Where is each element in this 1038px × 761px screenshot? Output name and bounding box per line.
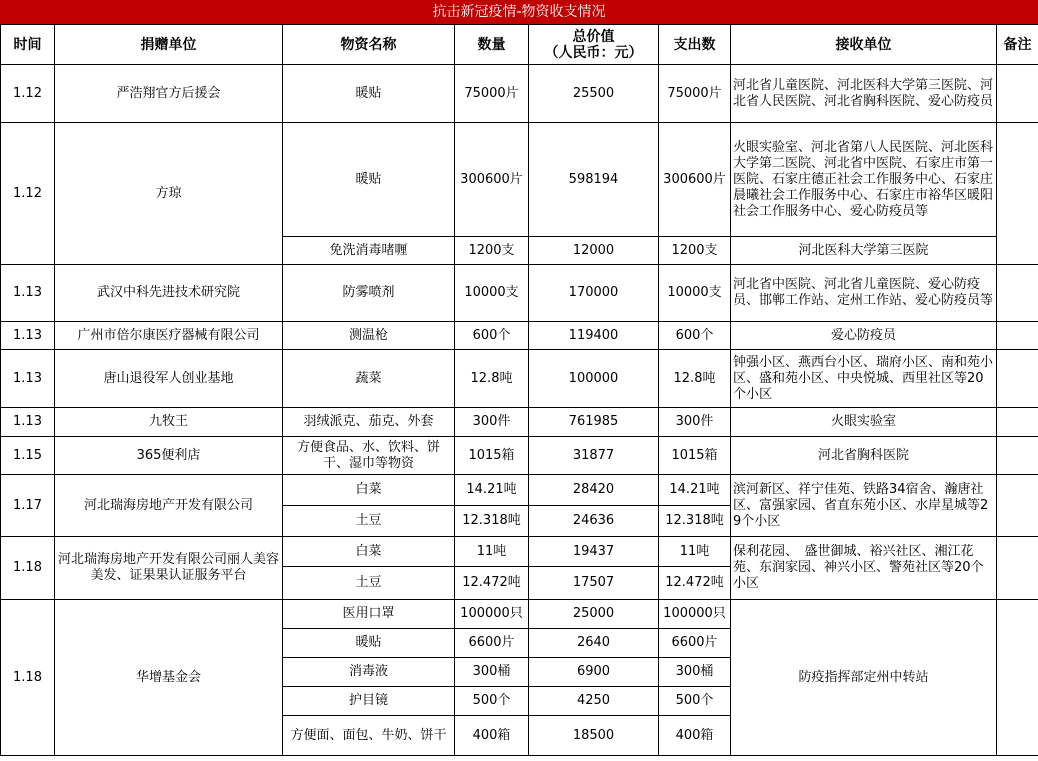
cell-qty: 10000支: [455, 265, 529, 322]
cell-out: 100000只: [659, 600, 731, 629]
cell-item: 医用口罩: [283, 600, 455, 629]
cell-time: 1.17: [1, 475, 55, 537]
cell-item: 羽绒派克、茄克、外套: [283, 408, 455, 437]
cell-out: 300桶: [659, 658, 731, 687]
cell-note: [997, 408, 1038, 437]
cell-value: 25000: [529, 600, 659, 629]
cell-out: 6600片: [659, 629, 731, 658]
cell-donor: 河北瑞海房地产开发有限公司: [55, 475, 283, 537]
cell-recipient: 河北医科大学第三医院: [731, 237, 997, 265]
cell-item: 免洗消毒啫喱: [283, 237, 455, 265]
cell-qty: 12.8吨: [455, 350, 529, 408]
cell-item: 蔬菜: [283, 350, 455, 408]
cell-qty: 300桶: [455, 658, 529, 687]
cell-item: 暖贴: [283, 629, 455, 658]
cell-time: 1.12: [1, 123, 55, 265]
cell-item: 护目镜: [283, 687, 455, 716]
cell-value: 17507: [529, 567, 659, 600]
header-row: [1, 25, 1038, 65]
header-value: [529, 25, 659, 65]
cell-qty: 500个: [455, 687, 529, 716]
cell-value: 28420: [529, 475, 659, 506]
cell-donor: 365便利店: [55, 437, 283, 475]
cell-qty: 12.318吨: [455, 506, 529, 537]
cell-item: 土豆: [283, 506, 455, 537]
cell-note: [997, 350, 1038, 408]
table-row: [1, 600, 1038, 629]
cell-recipient: 钟强小区、燕西台小区、瑞府小区、南和苑小区、盛和苑小区、中央悦城、西里社区等20个小区: [731, 350, 997, 408]
cell-item: 方便面、面包、牛奶、饼干: [283, 716, 455, 756]
cell-item: 消毒液: [283, 658, 455, 687]
cell-out: 300件: [659, 408, 731, 437]
cell-recipient: 火眼实验室、河北省第八人民医院、河北医科大学第二医院、河北省中医院、石家庄市第一医院、石家庄德正社会工作服务中心、石家庄晨曦社会工作服务中心、石家庄市裕华区暖阳社会工作服务中心、爱心防疫员等: [731, 123, 997, 237]
cell-note: [997, 65, 1038, 123]
cell-out: 500个: [659, 687, 731, 716]
cell-value: 598194: [529, 123, 659, 237]
cell-recipient: 保利花园、 盛世御城、裕兴社区、湘江花苑、东润家园、神兴小区、警苑社区等20个小区: [731, 537, 997, 600]
cell-time: 1.13: [1, 350, 55, 408]
cell-donor: 唐山退役军人创业基地: [55, 350, 283, 408]
cell-value: 24636: [529, 506, 659, 537]
cell-out: 12.8吨: [659, 350, 731, 408]
header-item: 物资名称: [283, 25, 455, 65]
table-row: [1, 475, 1038, 506]
cell-value: 119400: [529, 322, 659, 350]
cell-qty: 400箱: [455, 716, 529, 756]
cell-note: [997, 123, 1038, 265]
cell-qty: 6600片: [455, 629, 529, 658]
cell-donor: 广州市倍尔康医疗器械有限公司: [55, 322, 283, 350]
cell-out: 300600片: [659, 123, 731, 237]
cell-out: 1015箱: [659, 437, 731, 475]
cell-out: 400箱: [659, 716, 731, 756]
sheet-title: 抗击新冠疫情-物资收支情况: [0, 0, 1038, 24]
cell-note: [997, 322, 1038, 350]
cell-out: 14.21吨: [659, 475, 731, 506]
table-row: [1, 123, 1038, 237]
cell-recipient: 火眼实验室: [731, 408, 997, 437]
cell-out: 75000片: [659, 65, 731, 123]
cell-value: 25500: [529, 65, 659, 123]
cell-value: 6900: [529, 658, 659, 687]
cell-qty: 300件: [455, 408, 529, 437]
cell-value: 100000: [529, 350, 659, 408]
cell-donor: 方琼: [55, 123, 283, 265]
cell-out: 10000支: [659, 265, 731, 322]
cell-item: 测温枪: [283, 322, 455, 350]
table-row: [1, 322, 1038, 350]
cell-value: 4250: [529, 687, 659, 716]
table-row: [1, 408, 1038, 437]
cell-donor: 九牧王: [55, 408, 283, 437]
cell-qty: 300600片: [455, 123, 529, 237]
cell-recipient: 河北省儿童医院、河北医科大学第三医院、河北省人民医院、河北省胸科医院、爱心防疫员: [731, 65, 997, 123]
cell-recipient: 滨河新区、祥宁佳苑、铁路34宿舍、瀚唐社区、富强家园、省直东苑小区、水岸星城等29个小区: [731, 475, 997, 537]
cell-qty: 14.21吨: [455, 475, 529, 506]
cell-item: 暖贴: [283, 65, 455, 123]
table-row: [1, 437, 1038, 475]
header-out: 支出数: [659, 25, 731, 65]
cell-value: 19437: [529, 537, 659, 567]
cell-out: 12.318吨: [659, 506, 731, 537]
cell-qty: 75000片: [455, 65, 529, 123]
cell-qty: 100000只: [455, 600, 529, 629]
header-recipient: 接收单位: [731, 25, 997, 65]
header-note: 备注: [997, 25, 1038, 65]
cell-time: 1.15: [1, 437, 55, 475]
table-row: [1, 350, 1038, 408]
cell-qty: 12.472吨: [455, 567, 529, 600]
cell-out: 1200支: [659, 237, 731, 265]
cell-time: 1.18: [1, 600, 55, 756]
cell-time: 1.13: [1, 322, 55, 350]
cell-out: 600个: [659, 322, 731, 350]
cell-value: 12000: [529, 237, 659, 265]
cell-item: 暖贴: [283, 123, 455, 237]
cell-time: 1.13: [1, 265, 55, 322]
header-value-line2: （人民币：元）: [544, 44, 643, 61]
header-donor: 捐赠单位: [55, 25, 283, 65]
cell-qty: 600个: [455, 322, 529, 350]
table-row: [1, 537, 1038, 567]
cell-donor: 武汉中科先进技术研究院: [55, 265, 283, 322]
cell-donor: 河北瑞海房地产开发有限公司丽人美容美发、证果果认证服务平台: [55, 537, 283, 600]
cell-note: [997, 437, 1038, 475]
table-row: [1, 265, 1038, 322]
table-row: [1, 65, 1038, 123]
cell-item: 白菜: [283, 475, 455, 506]
donation-table: [0, 24, 1038, 756]
cell-recipient: 爱心防疫员: [731, 322, 997, 350]
cell-item: 防雾喷剂: [283, 265, 455, 322]
cell-item: 白菜: [283, 537, 455, 567]
header-time: 时间: [1, 25, 55, 65]
cell-value: 761985: [529, 408, 659, 437]
cell-value: 31877: [529, 437, 659, 475]
cell-value: 170000: [529, 265, 659, 322]
cell-recipient: 河北省胸科医院: [731, 437, 997, 475]
header-value-line1: 总价值: [572, 28, 615, 45]
cell-item: 方便食品、水、饮料、饼干、湿巾等物资: [283, 437, 455, 475]
cell-value: 2640: [529, 629, 659, 658]
cell-qty: 1015箱: [455, 437, 529, 475]
cell-time: 1.13: [1, 408, 55, 437]
cell-item: 土豆: [283, 567, 455, 600]
cell-note: [997, 265, 1038, 322]
cell-time: 1.18: [1, 537, 55, 600]
cell-note: [997, 475, 1038, 537]
cell-recipient: 河北省中医院、河北省儿童医院、爱心防疫员、邯郸工作站、定州工作站、爱心防疫员等: [731, 265, 997, 322]
header-qty: 数量: [455, 25, 529, 65]
cell-qty: 1200支: [455, 237, 529, 265]
cell-time: 1.12: [1, 65, 55, 123]
cell-donor: 严浩翔官方后援会: [55, 65, 283, 123]
cell-out: 12.472吨: [659, 567, 731, 600]
cell-value: 18500: [529, 716, 659, 756]
cell-out: 11吨: [659, 537, 731, 567]
cell-note: [997, 537, 1038, 600]
cell-qty: 11吨: [455, 537, 529, 567]
cell-donor: 华增基金会: [55, 600, 283, 756]
cell-note: [997, 600, 1038, 756]
cell-recipient: 防疫指挥部定州中转站: [731, 600, 997, 756]
